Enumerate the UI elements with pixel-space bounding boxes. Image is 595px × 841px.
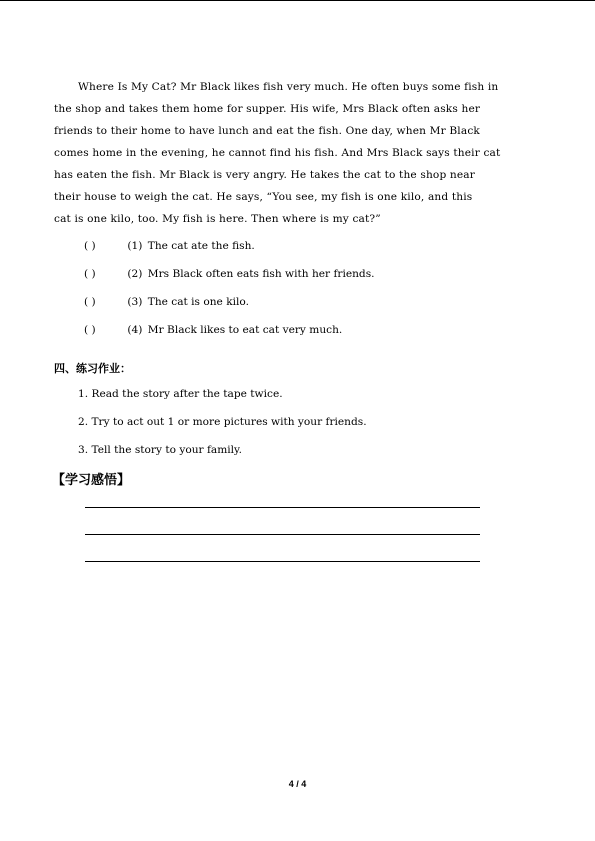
story-line: the shop and takes them home for supper. His wife, Mrs Black often asks her	[54, 103, 481, 115]
question-text: Mr Black likes to eat cat very much.	[147, 324, 343, 336]
writing-line[interactable]	[85, 534, 480, 535]
question-number: (4)	[127, 324, 143, 336]
writing-line[interactable]	[85, 561, 480, 562]
homework-item: 3. Tell the story to your family.	[78, 444, 242, 456]
story-paragraph	[54, 76, 536, 230]
story-line: their house to weigh the cat. He says, “You see, my fish is one kilo, and this	[54, 191, 473, 203]
question-item-4	[84, 324, 342, 336]
answer-blank[interactable]: ( )	[84, 324, 96, 336]
homework-item: 1. Read the story after the tape twice.	[78, 388, 283, 400]
story-line: has eaten the fish. Mr Black is very angry. He takes the cat to the shop near	[54, 169, 475, 181]
question-item-1	[84, 240, 255, 252]
top-border-line	[0, 0, 595, 1]
story-line: friends to their home to have lunch and eat the fish. One day, when Mr Black	[54, 125, 480, 137]
question-text: The cat ate the fish.	[147, 240, 255, 252]
question-item-2	[84, 268, 375, 280]
answer-blank[interactable]: ( )	[84, 240, 96, 252]
answer-blank[interactable]: ( )	[84, 296, 96, 308]
question-text: The cat is one kilo.	[147, 296, 249, 308]
page-number: 4 / 4	[288, 779, 307, 789]
question-number: (1)	[127, 240, 143, 252]
question-item-3	[84, 296, 249, 308]
homework-heading: 四、练习作业：	[54, 362, 131, 375]
question-text: Mrs Black often eats fish with her friends.	[147, 268, 375, 280]
story-line: Where Is My Cat? Mr Black likes fish very much. He often buys some fish in	[78, 81, 499, 93]
reflection-heading: 【学习感悟】	[52, 473, 131, 488]
story-line: cat is one kilo, too. My fish is here. Then where is my cat?”	[54, 213, 381, 225]
question-number: (2)	[127, 268, 143, 280]
story-line: comes home in the evening, he cannot find his fish. And Mrs Black says their cat	[54, 147, 501, 159]
homework-item: 2. Try to act out 1 or more pictures with your friends.	[78, 416, 367, 428]
question-number: (3)	[127, 296, 143, 308]
answer-blank[interactable]: ( )	[84, 268, 96, 280]
writing-line[interactable]	[85, 507, 480, 508]
